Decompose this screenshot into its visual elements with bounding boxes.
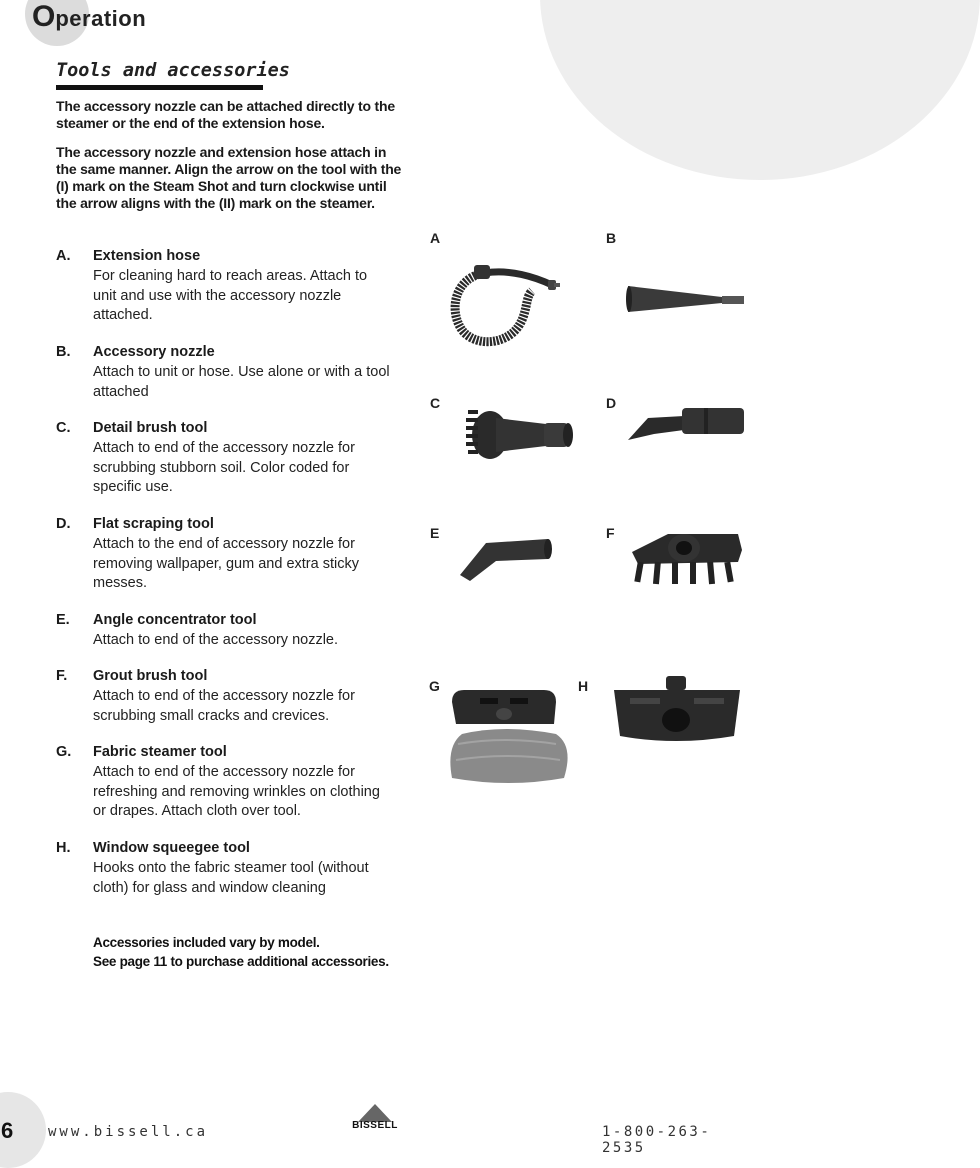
item-title: Detail brush tool	[93, 420, 208, 436]
image-label-c: C	[430, 395, 441, 411]
decorative-circle	[540, 0, 980, 180]
item-title: Extension hose	[93, 248, 201, 264]
flat-scraping-tool-image	[624, 400, 744, 446]
page-title-rest: peration	[55, 6, 147, 31]
item-letter: G.	[56, 744, 72, 760]
page-number: 6	[1, 1118, 14, 1143]
accessories-note: See page 11 to purchase additional accessories.	[93, 954, 389, 969]
page-title	[32, 0, 146, 34]
item-description: Attach to end of the accessory nozzle for scrubbing small cracks and crevices.	[93, 688, 355, 724]
item-description: Attach to end of the accessory nozzle.	[93, 632, 339, 648]
image-label-f: F	[606, 525, 615, 541]
section-heading-rule	[56, 85, 263, 90]
item-letter: H.	[56, 840, 71, 856]
item-title: Angle concentrator tool	[93, 612, 257, 628]
support-phone: 1-800-263-2535	[602, 1124, 712, 1156]
item-description: Hooks onto the fabric steamer tool (without cloth) for glass and window cleaning	[93, 860, 369, 896]
brand-logo	[350, 1104, 400, 1134]
fabric-steamer-image	[444, 684, 574, 794]
image-label-d: D	[606, 395, 617, 411]
item-letter: F.	[56, 668, 68, 684]
item-title: Window squeegee tool	[93, 840, 250, 856]
image-label-g: G	[429, 678, 440, 694]
grout-brush-image	[628, 522, 744, 588]
item-letter: D.	[56, 516, 71, 532]
angle-concentrator-image	[454, 533, 554, 583]
extension-hose-image	[440, 255, 565, 350]
item-title: Fabric steamer tool	[93, 744, 227, 760]
intro-paragraph: The accessory nozzle can be attached directly to the steamer or the end of the extension hose.	[56, 98, 395, 131]
image-label-b: B	[606, 230, 617, 246]
item-letter: B.	[56, 344, 71, 360]
brand-logo-text: BISSELL	[352, 1120, 398, 1131]
item-description: Attach to end of the accessory nozzle for refreshing and removing wrinkles on clothing or drapes. Attach cloth over tool.	[93, 764, 380, 819]
item-letter: C.	[56, 420, 71, 436]
section-heading: Tools and accessories	[56, 60, 290, 81]
page-title-initial: O	[32, 0, 56, 33]
accessory-nozzle-image	[626, 282, 744, 316]
item-description: Attach to the end of accessory nozzle for removing wallpaper, gum and extra sticky messes.	[93, 536, 359, 591]
item-title: Accessory nozzle	[93, 344, 215, 360]
item-letter: A.	[56, 248, 71, 264]
detail-brush-image	[466, 400, 576, 470]
item-description: Attach to end of the accessory nozzle for scrubbing stubborn soil. Color coded for specific use.	[93, 440, 355, 495]
accessories-note: Accessories included vary by model.	[93, 935, 320, 950]
item-letter: E.	[56, 612, 70, 628]
image-label-e: E	[430, 525, 440, 541]
item-description: For cleaning hard to reach areas. Attach to unit and use with the accessory nozzle attached.	[93, 268, 368, 323]
website-link[interactable]: www.bissell.ca	[48, 1124, 209, 1140]
image-label-h: H	[578, 678, 589, 694]
item-description: Attach to unit or hose. Use alone or with a tool attached	[93, 364, 390, 400]
intro-paragraph: The accessory nozzle and extension hose attach in the same manner. Align the arrow on the tool with the (I) mark on the Steam Shot and turn clockwise until the arrow aligns with the (II) mark on the steamer.	[56, 144, 402, 211]
image-label-a: A	[430, 230, 441, 246]
item-title: Grout brush tool	[93, 668, 208, 684]
window-squeegee-image	[610, 676, 744, 746]
item-title: Flat scraping tool	[93, 516, 214, 532]
